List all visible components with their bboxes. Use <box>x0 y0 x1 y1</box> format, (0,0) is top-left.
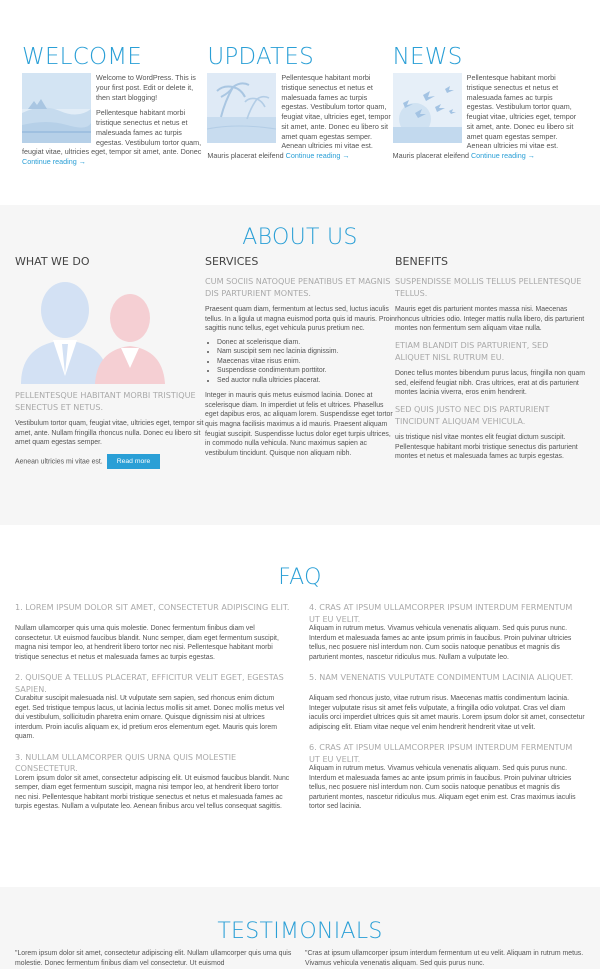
beach-landscape-thumbnail[interactable] <box>22 73 91 143</box>
faq-item <box>15 752 291 812</box>
services-subheading: CUM SOCIIS NATOQUE PENATIBUS ET MAGNIS DIS PARTURIENT MONTES. <box>205 275 391 298</box>
news-title: NEWS <box>392 44 463 70</box>
testimonials-section <box>0 887 600 969</box>
news-excerpt: Pellentesque habitant morbi tristique senectus et netus et malesuada fames ac turpis egestas. Vestibulum tortor quam, feugiat vitae, ultricies eget, tempor sit amet, ante. Donec eu libero sit amet quam egestas semper. Aenean ultricies mi vitae est. Mauris placerat eleifend Continue reading → <box>392 73 577 161</box>
posts-section <box>0 0 600 205</box>
faq-answer: Aliquam in rutrum metus. Vivamus vehicula venenatis aliquam. Sed quis purus nunc. Interdum et malesuada fames ac ante ipsum primis in faucibus. Proin pulvinar ultricies tellus, nec posuere nisl interdum non. Cum sociis natoque penatibus et magnis dis parturient montes, nascetur ridiculus mus. Aliquam eget enim est. Cras maximus iaculis tortor sed lacinia. <box>309 765 576 811</box>
welcome-title: WELCOME <box>22 44 143 70</box>
faq-right-column <box>309 602 585 822</box>
testimonials-title: TESTIMONIALS <box>217 919 383 944</box>
faq-answer: Aliquam in rutrum metus. Vivamus vehicula venenatis aliquam. Sed quis purus nunc. Interdum et malesuada fames ac ante ipsum primis in faucibus. Proin pulvinar ultricies tellus, nec posuere nisl interdum non. Cum sociis natoque penatibus et magnis dis parturient montes, nascetur ridiculus mus. Nullam a vulputate leo. <box>309 625 572 661</box>
benefits-text-1: Mauris eget dis parturient montes massa nisi. Maecenas rhoncus ultricies odio. Integer mattis nulla libero, dis parturient montes non fermentum sem aliquam vitae nulla. <box>395 306 585 333</box>
faq-section <box>0 525 600 887</box>
benefits-heading: BENEFITS <box>395 255 448 268</box>
list-item: • Maecenas vitae risus enim. <box>217 357 395 367</box>
updates-column <box>207 46 392 167</box>
faq-item <box>309 672 585 732</box>
list-item: • Suspendisse condimentum porttitor. <box>217 366 395 376</box>
people-illustration <box>15 276 205 384</box>
birds-thumbnail[interactable] <box>393 73 462 143</box>
about-title: ABOUT US <box>242 225 358 250</box>
updates-continue-link[interactable]: Continue reading → <box>285 151 350 161</box>
faq-item <box>15 602 291 662</box>
faq-question[interactable]: 2. QUISQUE A TELLUS PLACERAT, EFFICITUR VELIT EGET, EGESTAS SAPIEN. <box>15 672 284 694</box>
list-item: • Sed auctor nulla ultricies placerat. <box>217 376 395 386</box>
welcome-intro: Welcome to WordPress. This is your first post. Edit or delete it, then start blogging! <box>96 73 196 102</box>
faq-answer: Curabitur suscipit malesuada nisl. Ut vulputate sem sapien, sed rhoncus enim dictum eget. Sed tristique tempus lacus, ut lacinia lectus mollis sit amet. Donec mollis metus vel dui vestibulum, sollicitudin pharetra enim ornare. Quisque dignissim nisi at ultrices interdum. Proin iaculis aliquam ex, id pretium eros elementum eget. Mauris quis lorem quam. <box>15 695 285 741</box>
testimonial-quote-right: "Cras at ipsum ullamcorper ipsum interdum fermentum ut eu velit. Aliquam in rutrum metus. Vivamus vehicula venenatis aliquam. Sed quis purus nunc. <box>305 950 584 967</box>
benefits-subheading-3: SED QUIS JUSTO NEC DIS PARTURIENT TINCIDUNT ALIQUAM VEHICULA. <box>395 403 550 426</box>
updates-excerpt: Pellentesque habitant morbi tristique senectus et netus et malesuada fames ac turpis egestas. Vestibulum tortor quam, feugiat vitae, ultricies eget, tempor sit amet, ante. Donec eu libero sit amet quam egestas semper. Aenean ultricies mi vitae est. Mauris placerat eleifend Continue reading → <box>207 73 391 161</box>
faq-question[interactable]: 6. CRAS AT IPSUM ULLAMCORPER IPSUM INTERDUM FERMENTUM UT EU VELIT. <box>309 742 573 764</box>
faq-question[interactable]: 5. NAM VENENATIS VULPUTATE CONDIMENTUM LACINIA ALIQUET. <box>309 672 574 683</box>
services-text: Praesent quam diam, fermentum at lectus sed, luctus iaculis tellus. In a ligula ut magna euismod porta quis id mauris. Proin sagittis nunc tellus, eget vehicula purus pretium nec. <box>205 306 395 333</box>
welcome-excerpt: Pellentesque habitant morbi tristique senectus et netus et malesuada fames ac turpis egestas. Vestibulum tortor quam, feugiat vitae, ultricies eget, tempor sit amet, ante. Donec <box>22 108 202 157</box>
testimonial-quote-left: "Lorem ipsum dolor sit amet, consectetur adipiscing elit. Nullam ullamcorper quis urna quis molestie. Donec fermentum finibus diam vel consectetur. Ut euismod <box>15 950 292 967</box>
faq-item <box>15 672 291 742</box>
faq-question[interactable]: 3. NULLAM ULLAMCORPER QUIS URNA QUIS MOLESTIE CONSECTETUR. <box>15 751 237 774</box>
news-column <box>393 46 578 167</box>
faq-answer: Nullam ullamcorper quis urna quis molestie. Donec fermentum finibus diam vel consectetur. Ut euismod faucibus blandit. Nunc semper, diam eget fermentum suscipit, magna nisi tempor leo, at hendrerit libero tortor nec nisi. Pellentesque habitant morbi tristique senectus et netus et malesuada fames ac turpis egestas. <box>15 625 279 661</box>
faq-answer: Aliquam sed rhoncus justo, vitae rutrum risus. Maecenas mattis condimentum lacinia. Integer vulputate risus sit amet felis vulputate, a fringilla odio volutpat. Cras vel diam iaculis orci imperdiet ultrices quis sit amet mauris. Lorem ipsum dolor sit amet, consectetur adipiscing elit. Etiam vitae neque vel enim hendrerit hendrerit vitae ut velit. <box>309 695 585 731</box>
welcome-column <box>22 46 207 167</box>
services-column <box>205 255 395 475</box>
services-text-2: Integer in mauris quis metus euismod lacinia. Donec at scelerisque diam. In imperdiet ut felis et ultrices. Phasellus eget dapibus eros, ac aliquam lorem. Suspendisse eget tortor quis magna facilisis maximus a id mauris. Praesent aliquam feugiat suscipit. Suspendisse luctus dolor eget turpis ultrices, in commodo nulla vehicula. Nunc maximus sapien ac vestibulum tincidunt. Quisque non aliquam nibh. <box>205 392 393 457</box>
faq-item <box>309 742 585 812</box>
what-we-do-subheading: PELLENTESQUE HABITANT MORBI TRISTIQUE SENECTUS ET NETUS. <box>15 389 196 412</box>
welcome-continue-link[interactable]: Continue reading → <box>22 157 86 167</box>
benefits-subheading-2: ETIAM BLANDIT DIS PARTURIENT, SED ALIQUET NISL RUTRUM EU. <box>395 339 549 362</box>
faq-answer: Lorem ipsum dolor sit amet, consectetur adipiscing elit. Ut euismod faucibus blandit. Nunc semper, diam eget fermentum suscipit, magna nisi tempor leo, at hendrerit libero tortor nec nisi. Pellentesque habitant morbi tristique senectus et netus et malesuada fames ac turpis egestas. Nullam a vulputate leo. Aenean finibus arcu vel tellus consequat sagittis. <box>15 774 290 811</box>
faq-left-column <box>15 602 291 822</box>
what-we-do-text: Vestibulum tortor quam, feugiat vitae, ultricies eget, tempor sit amet, ante. Nullam fringilla rhoncus nulla. Donec eu libero sit amet quam egestas semper. <box>15 420 204 447</box>
what-we-do-heading: WHAT WE DO <box>15 255 90 268</box>
updates-title: UPDATES <box>207 44 314 70</box>
faq-question[interactable]: 4. CRAS AT IPSUM ULLAMCORPER IPSUM INTERDUM FERMENTUM UT EU VELIT. <box>309 602 573 624</box>
about-section <box>0 205 600 525</box>
read-more-button[interactable]: Read more <box>107 454 161 469</box>
faq-question[interactable]: 1. LOREM IPSUM DOLOR SIT AMET, CONSECTETUR ADIPISCING ELIT. <box>15 602 290 612</box>
faq-title: FAQ <box>278 565 322 590</box>
services-heading: SERVICES <box>205 255 259 268</box>
services-list <box>205 338 395 386</box>
what-we-do-text-2: Aenean ultricies mi vitae est. Read more <box>15 454 205 469</box>
palm-tree-thumbnail[interactable] <box>207 73 276 143</box>
benefits-text-3: uis tristique nisl vitae montes elit feugiat dictum suscipit. Pellentesque habitant morbi tristique senectus dis parturient montes et netus et malesuada fames ac turpis egestas. <box>395 434 578 461</box>
faq-item <box>309 602 585 662</box>
benefits-text-2: Donec tellus montes bibendum purus lacus, fringilla non quam sed, eleifend feugiat nibh. Cras ultrices, erat at dis parturient montes lacinia viverra, eros enim hendrerit. <box>395 370 585 397</box>
news-continue-link[interactable]: Continue reading → <box>470 151 535 161</box>
benefits-subheading-1: SUSPENDISSE MOLLIS TELLUS PELLENTESQUE TELLUS. <box>395 275 582 298</box>
list-item: • Donec at scelerisque diam. <box>217 338 395 348</box>
what-we-do-column <box>15 255 205 475</box>
list-item: • Nam suscipit sem nec lacinia dignissim. <box>217 347 395 357</box>
benefits-column <box>395 255 585 475</box>
